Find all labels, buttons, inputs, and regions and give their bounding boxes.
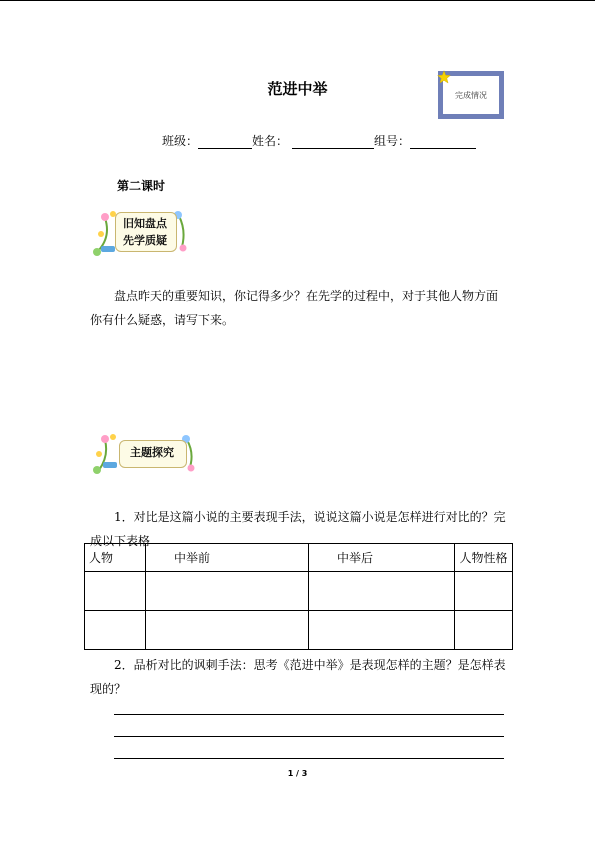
table-cell[interactable] <box>309 611 455 650</box>
name-field[interactable] <box>292 134 374 149</box>
star-icon <box>437 70 451 84</box>
table-row <box>85 611 513 650</box>
comparison-table <box>84 543 513 650</box>
answer-line[interactable] <box>114 736 504 737</box>
stamp-label: 完成情况 <box>455 90 487 100</box>
question-2: 2．品析对比的讽刺手法：思考《范进中举》是表现怎样的主题？是怎样表现的？ <box>90 658 506 696</box>
lesson-heading: 第二课时 <box>117 179 166 193</box>
group-label: 组号： <box>374 134 411 148</box>
table-cell[interactable] <box>85 572 146 611</box>
banner-line-1: 旧知盘点 <box>123 217 167 230</box>
table-cell[interactable] <box>85 611 146 650</box>
table-cell[interactable] <box>146 611 309 650</box>
header-cell: 中举前 <box>146 544 309 572</box>
banner-label: 主题探究 <box>130 446 174 459</box>
table-header-row <box>85 544 513 572</box>
review-prompt: 盘点昨天的重要知识，你记得多少？在先学的过程中，对于其他人物方面你有什么疑惑，请写下来。 <box>90 289 499 327</box>
review-banner <box>91 206 191 258</box>
table-cell[interactable] <box>455 572 513 611</box>
student-info-row <box>162 132 476 149</box>
table-cell[interactable] <box>309 572 455 611</box>
question-1: 1．对比是这篇小说的主要表现手法，说说这篇小说是怎样进行对比的？完成以下表格 <box>90 510 506 548</box>
header-cell: 人物性格 <box>455 544 513 572</box>
answer-line[interactable] <box>114 714 504 715</box>
table-row <box>85 572 513 611</box>
group-field[interactable] <box>410 134 476 149</box>
page-number: 1 / 3 <box>287 769 308 778</box>
class-label: 班级： <box>162 134 199 148</box>
answer-line[interactable] <box>114 758 504 759</box>
header-cell: 人物 <box>85 544 146 572</box>
class-field[interactable] <box>198 134 252 149</box>
name-label: 姓名： <box>252 134 289 148</box>
explore-banner <box>91 432 199 476</box>
completion-stamp <box>438 71 504 119</box>
page-title: 范进中举 <box>267 80 328 98</box>
table-cell[interactable] <box>455 611 513 650</box>
header-cell: 中举后 <box>309 544 455 572</box>
banner-line-2: 先学质疑 <box>123 234 167 247</box>
top-rule <box>0 0 595 1</box>
table-cell[interactable] <box>146 572 309 611</box>
